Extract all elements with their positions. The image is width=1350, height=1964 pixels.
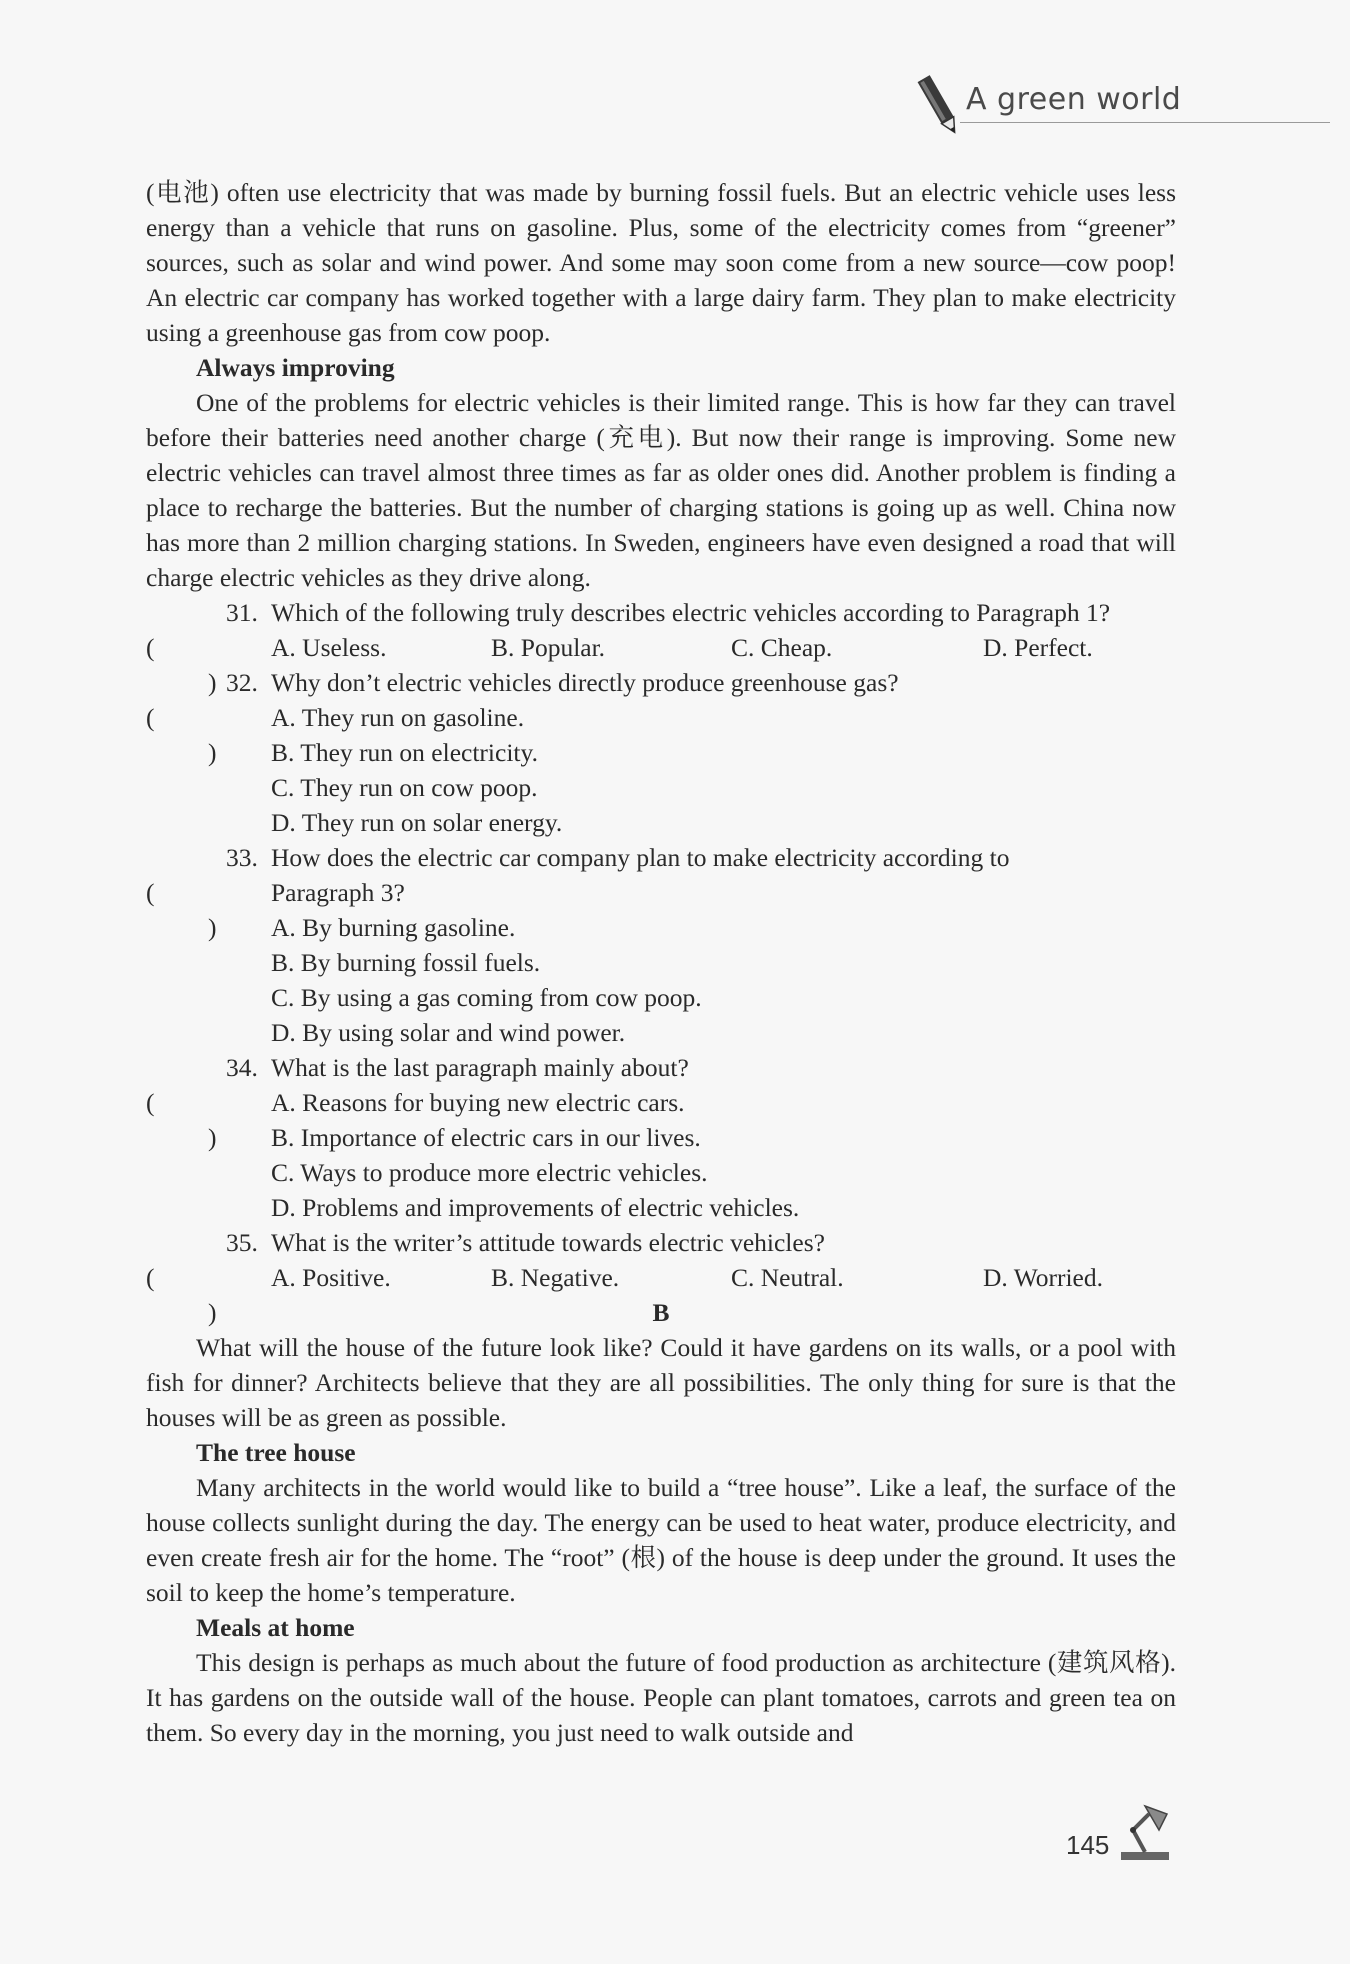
page-number: 145 <box>1066 1830 1110 1860</box>
question-text: Which of the following truly describes electric vehicles according to Paragraph 1? <box>271 598 1111 627</box>
option-c: C. Cheap. <box>731 633 833 662</box>
question-number: 33. <box>226 843 258 872</box>
option-c: C. They run on cow poop. <box>271 773 538 802</box>
options-35 <box>146 1260 1176 1295</box>
section-b-intro: What will the house of the future look like? Could it have gardens on its walls, or a pool with fish for dinner? Architects believe that they are all possibilities. The only thing for sure is that the houses will be as green as possible. <box>146 1333 1176 1432</box>
option-d: D. Perfect. <box>983 633 1093 662</box>
question-text-continued: Paragraph 3? <box>271 878 405 907</box>
option-d: D. They run on solar energy. <box>271 808 563 837</box>
question-number: 32. <box>226 668 258 697</box>
tree-house-paragraph: Many architects in the world would like to build a “tree house”. Like a leaf, the surface of the house collects sunlight during the day. The energy can be used to heat water, produce electricity, and even create fresh air for the home. The “root” (根) of the house is deep under the ground. It uses the soil to keep the home’s temperature. <box>146 1473 1176 1607</box>
question-number: 34. <box>226 1053 258 1082</box>
option-a: A. Useless. <box>271 633 387 662</box>
section-heading-meals-at-home: Meals at home <box>196 1613 355 1642</box>
option-c: C. Ways to produce more electric vehicles. <box>271 1158 708 1187</box>
option-a: A. Reasons for buying new electric cars. <box>271 1088 685 1117</box>
page-header <box>900 70 1330 130</box>
option-a: A. By burning gasoline. <box>271 913 516 942</box>
pencil-icon <box>910 70 970 140</box>
section-heading-always-improving: Always improving <box>196 353 395 382</box>
answer-paren-close: ) <box>208 1298 217 1327</box>
answer-paren-open: ( <box>146 633 155 662</box>
answer-paren-open: ( <box>146 703 155 732</box>
option-b: B. They run on electricity. <box>271 738 538 767</box>
intro-paragraph: (电池) often use electricity that was made by burning fossil fuels. But an electric vehicle uses less energy than a vehicle that runs on gasoline. Plus, some of the electricity comes from “greener” sources, such as solar and wind power. And some may soon come from a new source—cow poop! An electric car company has worked together with a large dairy farm. They plan to make electricity using a greenhouse gas from cow poop. <box>146 178 1176 347</box>
option-b: B. By burning fossil fuels. <box>271 948 541 977</box>
always-improving-paragraph: One of the problems for electric vehicles is their limited range. This is how far they can travel before their batteries need another charge (充电). But now their range is improving. Some new electric vehicles can travel almost three times as far as older ones did. Another problem is finding a place to recharge the batteries. But the number of charging stations is going up as well. China now has more than 2 million charging stations. In Sweden, engineers have even designed a road that will charge electric vehicles as they drive along. <box>146 388 1176 592</box>
answer-paren-close: ) <box>208 1123 217 1152</box>
option-b: B. Importance of electric cars in our lives. <box>271 1123 701 1152</box>
answer-paren-close: ) <box>208 738 217 767</box>
header-title: A green world <box>966 82 1182 117</box>
main-content <box>146 175 1176 1750</box>
section-heading-tree-house: The tree house <box>196 1438 356 1467</box>
answer-paren-open: ( <box>146 1263 155 1292</box>
option-c: C. By using a gas coming from cow poop. <box>271 983 702 1012</box>
question-number: 31. <box>226 598 258 627</box>
question-text: What is the last paragraph mainly about? <box>271 1053 689 1082</box>
header-rule <box>960 122 1330 123</box>
question-text: What is the writer’s attitude towards electric vehicles? <box>271 1228 825 1257</box>
option-d: D. Problems and improvements of electric vehicles. <box>271 1193 800 1222</box>
answer-paren-open: ( <box>146 878 155 907</box>
option-a: A. They run on gasoline. <box>271 703 525 732</box>
option-d: D. Worried. <box>983 1263 1103 1292</box>
question-text: How does the electric car company plan to make electricity according to <box>271 843 1010 872</box>
options-31 <box>146 630 1176 665</box>
option-d: D. By using solar and wind power. <box>271 1018 626 1047</box>
option-b: B. Negative. <box>491 1263 620 1292</box>
desk-lamp-icon <box>1115 1800 1175 1862</box>
answer-paren-close: ) <box>208 913 217 942</box>
question-number: 35. <box>226 1228 258 1257</box>
option-b: B. Popular. <box>491 633 606 662</box>
answer-paren-close: ) <box>208 668 217 697</box>
option-a: A. Positive. <box>271 1263 391 1292</box>
option-c: C. Neutral. <box>731 1263 844 1292</box>
section-label-b: B <box>652 1298 670 1327</box>
answer-paren-open: ( <box>146 1088 155 1117</box>
meals-at-home-paragraph: This design is perhaps as much about the future of food production as architecture (建筑风格). It has gardens on the outside wall of the house. People can plant tomatoes, carrots and green tea on them. So every day in the morning, you just need to walk outside and <box>146 1648 1176 1747</box>
question-text: Why don’t electric vehicles directly produce greenhouse gas? <box>271 668 899 697</box>
